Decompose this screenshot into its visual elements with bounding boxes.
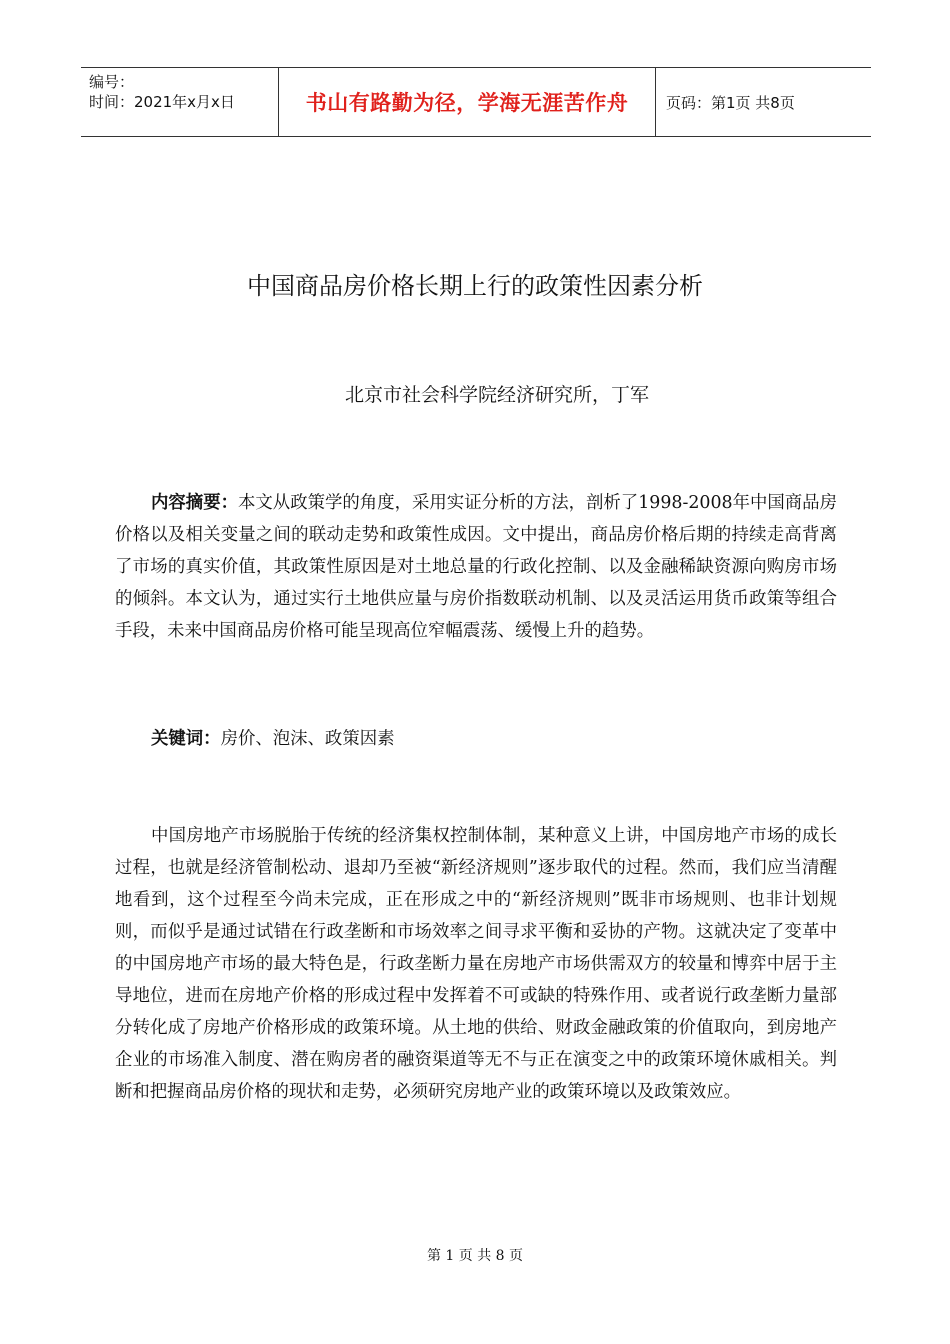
abstract-text: 本文从政策学的角度，采用实证分析的方法，剖析了1998-2008年中国商品房价格以及相关变量之间的联动走势和政策性成因。文中提出，商品房价格后期的持续走高背离了市场的真实价值，其政策性原因是对土地总量的行政化控制、以及金融稀缺资源向购房市场的倾斜。本文认为，通过实行土地供应量与房价指数联动机制、以及灵活运用货币政策等组合手段，未来中国商品房价格可能呈现高位窄幅震荡、缓慢上升的趋势。 xyxy=(115,493,837,641)
body-paragraph: 中国房地产市场脱胎于传统的经济集权控制体制，某种意义上讲，中国房地产市场的成长过程，也就是经济管制松动、退却乃至被“新经济规则”逐步取代的过程。然而，我们应当清醒地看到，这个过程至今尚未完成，正在形成之中的“新经济规则”既非市场规则、也非计划规则，而似乎是通过试错在行政垄断和市场效率之间寻求平衡和妥协的产物。这就决定了变革中的中国房地产市场的最大特色是，行政垄断力量在房地产市场供需双方的较量和博弈中居于主导地位，进而在房地产价格的形成过程中发挥着不可或缺的特殊作用、或者说行政垄断力量部分转化成了房地产价格形成的政策环境。从土地的供给、财政金融政策的价值取向，到房地产企业的市场准入制度、潜在购房者的融资渠道等无不与正在演变之中的政策环境休戚相关。判断和把握商品房价格的现状和走势，必须研究房地产业的政策环境以及政策效应。 xyxy=(115,826,837,1102)
header-motto: 书山有路勤为径，学海无涯苦作舟 xyxy=(279,68,656,136)
abstract-label: 内容摘要： xyxy=(151,493,238,513)
document-author: 北京市社会科学院经济研究所，丁军 xyxy=(344,384,649,406)
keywords-paragraph xyxy=(115,723,837,755)
header-table xyxy=(81,67,871,137)
header-meta xyxy=(81,68,279,136)
document-title: 中国商品房价格长期上行的政策性因素分析 xyxy=(247,272,703,300)
abstract-paragraph xyxy=(115,487,837,647)
keywords-label: 关键词： xyxy=(151,729,221,749)
time-label: 时间：2021年x月x日 xyxy=(89,93,235,111)
keywords-text: 房价、泡沫、政策因素 xyxy=(220,729,395,749)
page-footer: 第 1 页 共 8 页 xyxy=(426,1248,524,1264)
number-label: 编号： xyxy=(89,73,135,91)
header-page-code: 页码：第1页 共8页 xyxy=(666,93,795,112)
